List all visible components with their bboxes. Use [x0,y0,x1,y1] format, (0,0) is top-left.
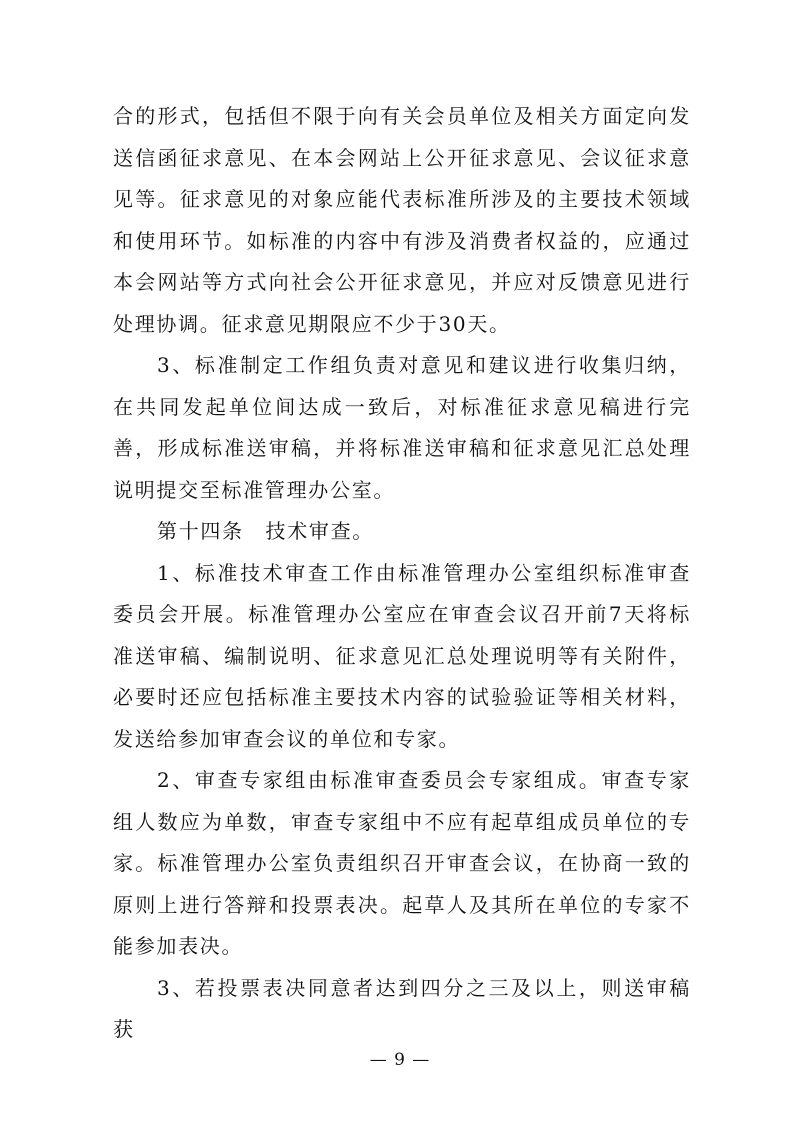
body-text [113,96,691,1051]
paragraph-item-3-vote: 3、若投票表决同意者达到四分之三及以上，则送审稿获 [113,975,691,1041]
article-14-heading: 第十四条 技术审查。 [157,519,374,543]
paragraph-item-3-drafting: 3、标准制定工作组负责对意见和建议进行收集归纳，在共同发起单位间达成一致后，对标准征求意见稿进行完善，形成标准送审稿，并将标准送审稿和征求意见汇总处理说明提交至标准管理办公室。 [113,353,691,502]
paragraph-item-1-review: 1、标准技术审查工作由标准管理办公室组织标准审查委员会开展。标准管理办公室应在审查会议召开前7天将标准送审稿、编制说明、征求意见汇总处理说明等有关附件，必要时还应包括标准主要技术内容的试验验证等相关材料，发送给参加审查会议的单位和专家。 [113,560,691,751]
paragraph-continuation: 合的形式，包括但不限于向有关会员单位及相关方面定向发送信函征求意见、在本会网站上公开征求意见、会议征求意见等。征求意见的对象应能代表标准所涉及的主要技术领域和使用环节。如标准的内容中有涉及消费者权益的，应通过本会网站等方式向社会公开征求意见，并应对反馈意见进行处理协调。征求意见期限应不少于30天。 [113,104,691,336]
page-number: — 9 — [369,1050,431,1070]
paragraph-item-2-experts: 2、审查专家组由标准审查委员会专家组成。审查专家组人数应为单数，审查专家组中不应有起草组成员单位的专家。标准管理办公室负责组织召开审查会议，在协商一致的原则上进行答辩和投票表决。起草人及其所在单位的专家不能参加表决。 [113,768,691,958]
